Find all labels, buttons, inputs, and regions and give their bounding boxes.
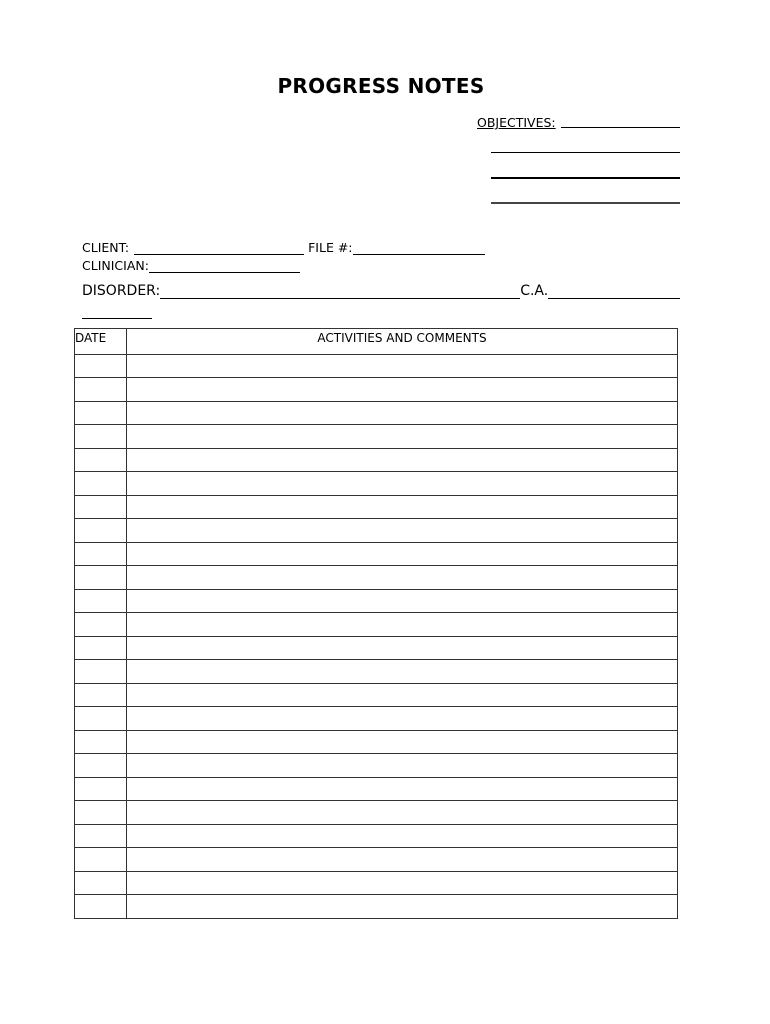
- table-row: [75, 848, 678, 872]
- date-cell[interactable]: [75, 519, 127, 543]
- activities-cell[interactable]: [127, 801, 678, 825]
- date-column-header: DATE: [75, 329, 127, 355]
- table-row: [75, 871, 678, 895]
- ca-field[interactable]: [548, 284, 680, 299]
- date-cell[interactable]: [75, 754, 127, 778]
- activities-cell[interactable]: [127, 401, 678, 425]
- table-row: [75, 730, 678, 754]
- activities-cell[interactable]: [127, 683, 678, 707]
- activities-cell[interactable]: [127, 660, 678, 684]
- table-header-row: [75, 329, 678, 355]
- table-row: [75, 589, 678, 613]
- table-row: [75, 566, 678, 590]
- ca-field-continuation-row: [82, 306, 152, 319]
- table-row: [75, 824, 678, 848]
- ca-label: C.A.: [520, 283, 549, 299]
- clinician-field[interactable]: [149, 260, 300, 273]
- table-row: [75, 542, 678, 566]
- objectives-field-4[interactable]: [491, 202, 680, 204]
- date-cell[interactable]: [75, 848, 127, 872]
- activities-cell[interactable]: [127, 448, 678, 472]
- client-field[interactable]: [134, 242, 304, 255]
- date-cell[interactable]: [75, 378, 127, 402]
- date-cell[interactable]: [75, 613, 127, 637]
- table-row: [75, 754, 678, 778]
- objectives-field-1[interactable]: [561, 127, 680, 128]
- table-row: [75, 495, 678, 519]
- client-row: [82, 240, 485, 255]
- table-row: [75, 472, 678, 496]
- date-cell[interactable]: [75, 495, 127, 519]
- date-cell[interactable]: [75, 683, 127, 707]
- date-cell[interactable]: [75, 425, 127, 449]
- page-title: PROGRESS NOTES: [277, 74, 485, 98]
- table-row: [75, 448, 678, 472]
- activities-cell[interactable]: [127, 495, 678, 519]
- date-cell[interactable]: [75, 777, 127, 801]
- table-row: [75, 613, 678, 637]
- table-row: [75, 354, 678, 378]
- table-row: [75, 378, 678, 402]
- activities-cell[interactable]: [127, 848, 678, 872]
- objectives-field-2[interactable]: [491, 152, 680, 153]
- date-cell[interactable]: [75, 472, 127, 496]
- date-cell[interactable]: [75, 660, 127, 684]
- activities-cell[interactable]: [127, 566, 678, 590]
- objectives-label: OBJECTIVES:: [477, 115, 556, 130]
- activities-column-header: ACTIVITIES AND COMMENTS: [127, 329, 678, 355]
- activities-cell[interactable]: [127, 730, 678, 754]
- date-cell[interactable]: [75, 707, 127, 731]
- date-cell[interactable]: [75, 566, 127, 590]
- activities-cell[interactable]: [127, 613, 678, 637]
- activities-cell[interactable]: [127, 777, 678, 801]
- disorder-label: DISORDER:: [82, 283, 161, 299]
- table-row: [75, 519, 678, 543]
- table-row: [75, 660, 678, 684]
- activities-cell[interactable]: [127, 472, 678, 496]
- date-cell[interactable]: [75, 636, 127, 660]
- disorder-row: [82, 283, 680, 299]
- activities-cell[interactable]: [127, 871, 678, 895]
- activities-cell[interactable]: [127, 425, 678, 449]
- date-cell[interactable]: [75, 895, 127, 919]
- activities-cell[interactable]: [127, 354, 678, 378]
- objectives-field-3[interactable]: [491, 177, 680, 179]
- table-row: [75, 636, 678, 660]
- table-row: [75, 801, 678, 825]
- table-body: [75, 354, 678, 918]
- table-row: [75, 777, 678, 801]
- clinician-label: CLINICIAN:: [82, 258, 149, 273]
- progress-notes-table: [74, 328, 678, 919]
- table-row: [75, 425, 678, 449]
- activities-cell[interactable]: [127, 636, 678, 660]
- table-row: [75, 683, 678, 707]
- table-row: [75, 401, 678, 425]
- activities-cell[interactable]: [127, 519, 678, 543]
- date-cell[interactable]: [75, 801, 127, 825]
- client-label: CLIENT:: [82, 240, 130, 255]
- date-cell[interactable]: [75, 730, 127, 754]
- activities-cell[interactable]: [127, 895, 678, 919]
- disorder-field[interactable]: [160, 284, 520, 299]
- table-row: [75, 895, 678, 919]
- table-row: [75, 707, 678, 731]
- date-cell[interactable]: [75, 448, 127, 472]
- activities-cell[interactable]: [127, 378, 678, 402]
- file-number-field[interactable]: [353, 242, 485, 255]
- date-cell[interactable]: [75, 871, 127, 895]
- activities-cell[interactable]: [127, 754, 678, 778]
- clinician-row: [82, 258, 300, 273]
- date-cell[interactable]: [75, 354, 127, 378]
- date-cell[interactable]: [75, 542, 127, 566]
- ca-field-continuation[interactable]: [82, 306, 152, 319]
- file-number-label: FILE #:: [308, 240, 353, 255]
- activities-cell[interactable]: [127, 542, 678, 566]
- date-cell[interactable]: [75, 589, 127, 613]
- activities-cell[interactable]: [127, 824, 678, 848]
- activities-cell[interactable]: [127, 707, 678, 731]
- date-cell[interactable]: [75, 824, 127, 848]
- activities-cell[interactable]: [127, 589, 678, 613]
- date-cell[interactable]: [75, 401, 127, 425]
